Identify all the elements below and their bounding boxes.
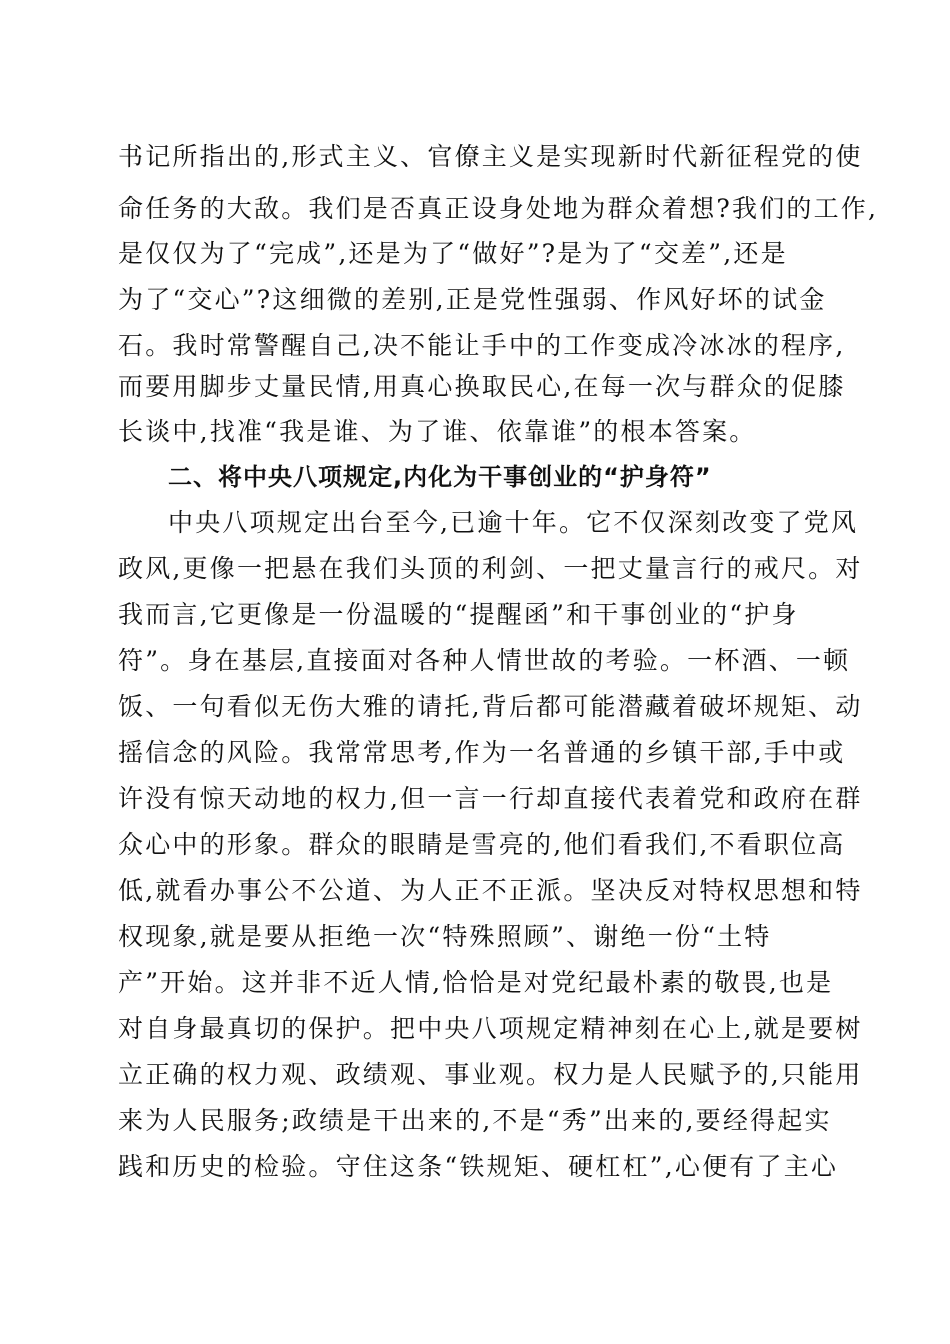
text-line: 低,就看办事公不公道、为人正不正派。坚决反对特权思想和特 [118, 876, 863, 905]
text-line: 我而言,它更像是一份温暖的“提醒函”和干事创业的“护身 [118, 600, 799, 629]
text-line: 政风,更像一把悬在我们头顶的利剑、一把丈量言行的戒尺。对 [118, 554, 863, 583]
text-line: 产”开始。这并非不近人情,恰恰是对党纪最朴素的敬畏,也是 [118, 968, 834, 997]
text-line: 石。我时常警醒自己,决不能让手中的工作变成冷冰冰的程序, [118, 331, 846, 360]
text-line: 而要用脚步丈量民情,用真心换取民心,在每一次与群众的促膝 [118, 372, 846, 401]
text-line: 是仅仅为了“完成”,还是为了“做好”?是为了“交差”,还是 [118, 239, 788, 268]
text-line: 来为人民服务;政绩是干出来的,不是“秀”出来的,要经得起实 [118, 1106, 832, 1135]
text-line: 许没有惊天动地的权力,但一言一行却直接代表着党和政府在群 [118, 784, 863, 813]
section-heading: 二、将中央八项规定,内化为干事创业的“护身符” [168, 463, 712, 491]
text-line: 符”。身在基层,直接面对各种人情世故的考验。一杯酒、一顿 [118, 646, 851, 675]
text-line: 立正确的权力观、政绩观、事业观。权力是人民赋予的,只能用 [118, 1060, 863, 1089]
text-line: 权现象,就是要从拒绝一次“特殊照顾”、谢绝一份“土特 [118, 922, 772, 951]
text-line: 对自身最真切的保护。把中央八项规定精神刻在心上,就是要树 [118, 1014, 863, 1043]
text-line: 践和历史的检验。守住这条“铁规矩、硬杠杠”,心便有了主心 [118, 1152, 839, 1181]
text-line: 摇信念的风险。我常常思考,作为一名普通的乡镇干部,手中或 [118, 738, 846, 767]
text-line: 众心中的形象。群众的眼睛是雪亮的,他们看我们,不看职位高 [118, 830, 846, 859]
text-line: 为了“交心”?这细微的差别,正是党性强弱、作风好坏的试金 [118, 285, 827, 314]
text-line: 长谈中,找准“我是谁、为了谁、依靠谁”的根本答案。 [118, 417, 757, 446]
text-line: 命任务的大敌。我们是否真正设身处地为群众着想?我们的工作, [118, 194, 879, 223]
text-line: 饭、一句看似无伤大雅的请托,背后都可能潜藏着破坏规矩、动 [118, 692, 863, 721]
text-line: 中央八项规定出台至今,已逾十年。它不仅深刻改变了党风 [168, 508, 859, 537]
text-line: 书记所指出的,形式主义、官僚主义是实现新时代新征程党的使 [118, 142, 863, 171]
